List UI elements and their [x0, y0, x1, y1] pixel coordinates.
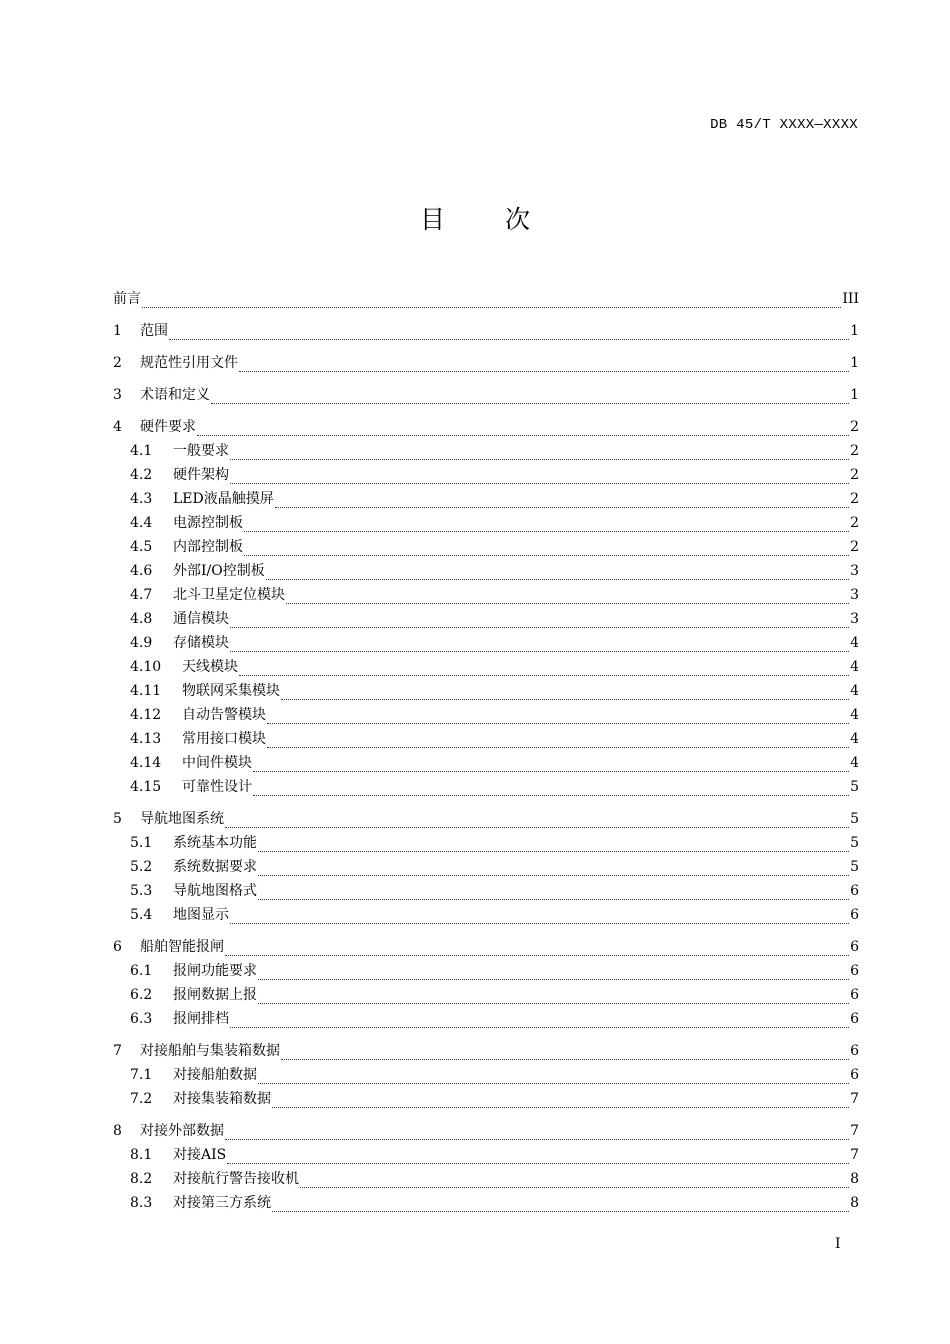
- toc-entry-number: 4.14: [130, 755, 162, 771]
- toc-entry-number: 8: [113, 1123, 122, 1139]
- toc-section-row[interactable]: [113, 607, 859, 631]
- toc-entry-label: 通信模块: [173, 611, 229, 627]
- toc-entry-page: 2: [850, 515, 859, 531]
- toc-entry-label: 天线模块: [182, 659, 238, 675]
- toc-leader-dots: [281, 689, 849, 700]
- toc-leader-dots: [230, 449, 849, 460]
- toc-entry-label: 对接船舶与集装箱数据: [140, 1043, 280, 1059]
- toc-entry-number: 4.9: [130, 635, 153, 651]
- toc-entry-page: 6: [850, 1067, 859, 1083]
- toc-section-row[interactable]: [113, 1007, 859, 1031]
- toc-entry-number: 4.12: [130, 707, 162, 723]
- toc-entry-label: 可靠性设计: [182, 779, 252, 795]
- toc-section-row[interactable]: [113, 1143, 859, 1167]
- toc-entry-label: 一般要求: [173, 443, 229, 459]
- toc-chapter-row[interactable]: [113, 319, 859, 343]
- toc-leader-dots: [239, 665, 849, 676]
- toc-entry-page: 6: [850, 883, 859, 899]
- toc-entry-number: 4.10: [130, 659, 162, 675]
- toc-entry-label: 自动告警模块: [182, 707, 266, 723]
- toc-entry-number: 4.1: [130, 443, 153, 459]
- toc-entry-number: 4.11: [130, 683, 162, 699]
- toc-leader-dots: [272, 1201, 849, 1212]
- toc-section-row[interactable]: [113, 1167, 859, 1191]
- toc-leader-dots: [258, 889, 849, 900]
- toc-entry-number: 6.3: [130, 1011, 153, 1027]
- toc-leader-dots: [258, 993, 849, 1004]
- toc-entry-page: 2: [850, 443, 859, 459]
- toc-entry-number: 7.2: [130, 1091, 153, 1107]
- toc-entry-label: 内部控制板: [173, 539, 243, 555]
- toc-section-row[interactable]: [113, 679, 859, 703]
- toc-entry-page: 6: [850, 907, 859, 923]
- toc-entry-page: 5: [850, 859, 859, 875]
- toc-chapter-row[interactable]: [113, 1039, 859, 1063]
- toc-entry-label: 规范性引用文件: [140, 355, 238, 371]
- toc-entry-page: 4: [850, 707, 859, 723]
- toc-leader-dots: [244, 545, 849, 556]
- toc-section-row[interactable]: [113, 751, 859, 775]
- toc-entry-label: 系统基本功能: [173, 835, 257, 851]
- toc-entry-page: 2: [850, 419, 859, 435]
- toc-section-row[interactable]: [113, 655, 859, 679]
- toc-entry-label: 常用接口模块: [182, 731, 266, 747]
- toc-leader-dots: [253, 785, 849, 796]
- toc-entry-label: 范围: [140, 323, 168, 339]
- toc-entry-number: 5.3: [130, 883, 153, 899]
- toc-entry-number: 5: [113, 811, 122, 827]
- toc-leader-dots: [225, 1129, 849, 1140]
- toc-entry-page: III: [842, 291, 859, 307]
- toc-leader-dots: [211, 393, 849, 404]
- toc-entry-number: 8.3: [130, 1195, 153, 1211]
- toc-entry-label: 对接船舶数据: [173, 1067, 257, 1083]
- toc-section-row[interactable]: [113, 1191, 859, 1215]
- table-of-contents: [113, 287, 859, 1215]
- toc-leader-dots: [197, 425, 849, 436]
- toc-entry-page: 3: [850, 611, 859, 627]
- toc-entry-page: 6: [850, 1011, 859, 1027]
- toc-entry-number: 8.2: [130, 1171, 153, 1187]
- toc-section-row[interactable]: [113, 727, 859, 751]
- toc-chapter-row[interactable]: [113, 383, 859, 407]
- toc-entry-page: 1: [850, 355, 859, 371]
- toc-entry-label: 导航地图系统: [140, 811, 224, 827]
- toc-entry-number: 4.3: [130, 491, 153, 507]
- toc-entry-page: 5: [850, 835, 859, 851]
- toc-entry-label: 地图显示: [173, 907, 229, 923]
- toc-entry-page: 7: [850, 1091, 859, 1107]
- toc-section-row[interactable]: [113, 559, 859, 583]
- toc-entry-label: 存储模块: [173, 635, 229, 651]
- toc-entry-page: 6: [850, 1043, 859, 1059]
- toc-entry-label: 报闸数据上报: [173, 987, 257, 1003]
- toc-entry-label: 前言: [113, 291, 141, 307]
- toc-entry-page: 1: [850, 323, 859, 339]
- toc-entry-number: 1: [113, 323, 122, 339]
- toc-entry-page: 5: [850, 811, 859, 827]
- toc-section-row[interactable]: [113, 879, 859, 903]
- toc-section-row[interactable]: [113, 831, 859, 855]
- toc-entry-label: 硬件要求: [140, 419, 196, 435]
- toc-section-row[interactable]: [113, 1087, 859, 1111]
- toc-entry-label: 对接第三方系统: [173, 1195, 271, 1211]
- toc-chapter-row[interactable]: [113, 807, 859, 831]
- toc-leader-dots: [300, 1177, 849, 1188]
- toc-leader-dots: [258, 865, 849, 876]
- toc-entry-number: 7.1: [130, 1067, 153, 1083]
- toc-entry-page: 3: [850, 563, 859, 579]
- toc-leader-dots: [275, 497, 849, 508]
- toc-leader-dots: [169, 329, 849, 340]
- toc-entry-label: 对接航行警告接收机: [173, 1171, 299, 1187]
- toc-entry-label: 对接AIS: [173, 1147, 227, 1163]
- toc-entry-page: 2: [850, 467, 859, 483]
- toc-entry-number: 8.1: [130, 1147, 153, 1163]
- toc-entry-label: 北斗卫星定位模块: [173, 587, 285, 603]
- toc-entry-label: 导航地图格式: [173, 883, 257, 899]
- toc-entry-page: 2: [850, 491, 859, 507]
- toc-leader-dots: [281, 1049, 849, 1060]
- toc-leader-dots: [267, 713, 849, 724]
- toc-leader-dots: [258, 1073, 849, 1084]
- toc-entry-number: 4: [113, 419, 122, 435]
- toc-entry-page: 4: [850, 755, 859, 771]
- toc-leader-dots: [225, 945, 849, 956]
- toc-entry-page: 3: [850, 587, 859, 603]
- toc-section-row[interactable]: [113, 439, 859, 463]
- toc-entry-number: 4.2: [130, 467, 153, 483]
- toc-leader-dots: [272, 1097, 849, 1108]
- toc-leader-dots: [258, 841, 849, 852]
- toc-entry-number: 2: [113, 355, 122, 371]
- toc-entry-number: 7: [113, 1043, 122, 1059]
- toc-entry-label: LED液晶触摸屏: [173, 491, 274, 507]
- toc-entry-number: 4.15: [130, 779, 162, 795]
- toc-entry-page: 7: [850, 1123, 859, 1139]
- toc-entry-number: 4.6: [130, 563, 153, 579]
- toc-entry-number: 6: [113, 939, 122, 955]
- toc-entry-page: 8: [850, 1195, 859, 1211]
- toc-leader-dots: [244, 521, 849, 532]
- toc-leader-dots: [230, 913, 849, 924]
- toc-section-row[interactable]: [113, 983, 859, 1007]
- toc-entry-page: 2: [850, 539, 859, 555]
- toc-entry-number: 3: [113, 387, 122, 403]
- toc-entry-page: 7: [850, 1147, 859, 1163]
- toc-entry-page: 4: [850, 683, 859, 699]
- toc-section-row[interactable]: [113, 511, 859, 535]
- toc-entry-label: 报闸功能要求: [173, 963, 257, 979]
- toc-section-row[interactable]: [113, 1063, 859, 1087]
- toc-entry-number: 4.7: [130, 587, 153, 603]
- toc-section-row[interactable]: [113, 631, 859, 655]
- toc-entry-label: 外部I/O控制板: [173, 563, 265, 579]
- toc-entry-label: 系统数据要求: [173, 859, 257, 875]
- toc-chapter-row[interactable]: [113, 287, 859, 311]
- toc-entry-number: 4.5: [130, 539, 153, 555]
- toc-entry-label: 硬件架构: [173, 467, 229, 483]
- toc-entry-number: 6.2: [130, 987, 153, 1003]
- toc-chapter-row[interactable]: [113, 351, 859, 375]
- toc-leader-dots: [230, 1017, 849, 1028]
- toc-entry-label: 中间件模块: [182, 755, 252, 771]
- toc-chapter-row[interactable]: [113, 1119, 859, 1143]
- toc-section-row[interactable]: [113, 535, 859, 559]
- toc-section-row[interactable]: [113, 855, 859, 879]
- toc-entry-page: 6: [850, 987, 859, 1003]
- toc-section-row[interactable]: [113, 703, 859, 727]
- toc-leader-dots: [258, 969, 849, 980]
- toc-entry-page: 5: [850, 779, 859, 795]
- toc-entry-label: 物联网采集模块: [182, 683, 280, 699]
- toc-entry-number: 4.8: [130, 611, 153, 627]
- toc-section-row[interactable]: [113, 959, 859, 983]
- toc-entry-label: 船舶智能报闸: [140, 939, 224, 955]
- toc-leader-dots: [253, 761, 849, 772]
- toc-leader-dots: [239, 361, 849, 372]
- toc-section-row[interactable]: [113, 463, 859, 487]
- toc-entry-page: 6: [850, 963, 859, 979]
- toc-section-row[interactable]: [113, 903, 859, 927]
- toc-leader-dots: [142, 297, 841, 308]
- toc-entry-number: 5.4: [130, 907, 153, 923]
- toc-entry-page: 4: [850, 635, 859, 651]
- toc-entry-label: 报闸排档: [173, 1011, 229, 1027]
- toc-entry-number: 4.13: [130, 731, 162, 747]
- toc-chapter-row[interactable]: [113, 415, 859, 439]
- toc-section-row[interactable]: [113, 583, 859, 607]
- toc-leader-dots: [266, 569, 849, 580]
- toc-entry-number: 6.1: [130, 963, 153, 979]
- toc-leader-dots: [286, 593, 849, 604]
- toc-section-row[interactable]: [113, 775, 859, 799]
- page-number: I: [835, 1236, 841, 1252]
- toc-chapter-row[interactable]: [113, 935, 859, 959]
- toc-title: 目 次: [420, 205, 556, 234]
- toc-entry-page: 4: [850, 731, 859, 747]
- toc-entry-label: 对接外部数据: [140, 1123, 224, 1139]
- toc-entry-page: 1: [850, 387, 859, 403]
- toc-leader-dots: [230, 641, 849, 652]
- toc-entry-number: 4.4: [130, 515, 153, 531]
- toc-entry-page: 4: [850, 659, 859, 675]
- toc-section-row[interactable]: [113, 487, 859, 511]
- toc-leader-dots: [225, 817, 849, 828]
- toc-leader-dots: [230, 617, 849, 628]
- toc-entry-label: 电源控制板: [173, 515, 243, 531]
- toc-leader-dots: [267, 737, 849, 748]
- toc-entry-page: 8: [850, 1171, 859, 1187]
- toc-leader-dots: [227, 1153, 849, 1164]
- toc-entry-label: 术语和定义: [140, 387, 210, 403]
- document-code: DB 45/T XXXX—XXXX: [710, 117, 858, 133]
- toc-entry-number: 5.1: [130, 835, 153, 851]
- toc-entry-label: 对接集装箱数据: [173, 1091, 271, 1107]
- toc-entry-number: 5.2: [130, 859, 153, 875]
- toc-entry-page: 6: [850, 939, 859, 955]
- toc-leader-dots: [230, 473, 849, 484]
